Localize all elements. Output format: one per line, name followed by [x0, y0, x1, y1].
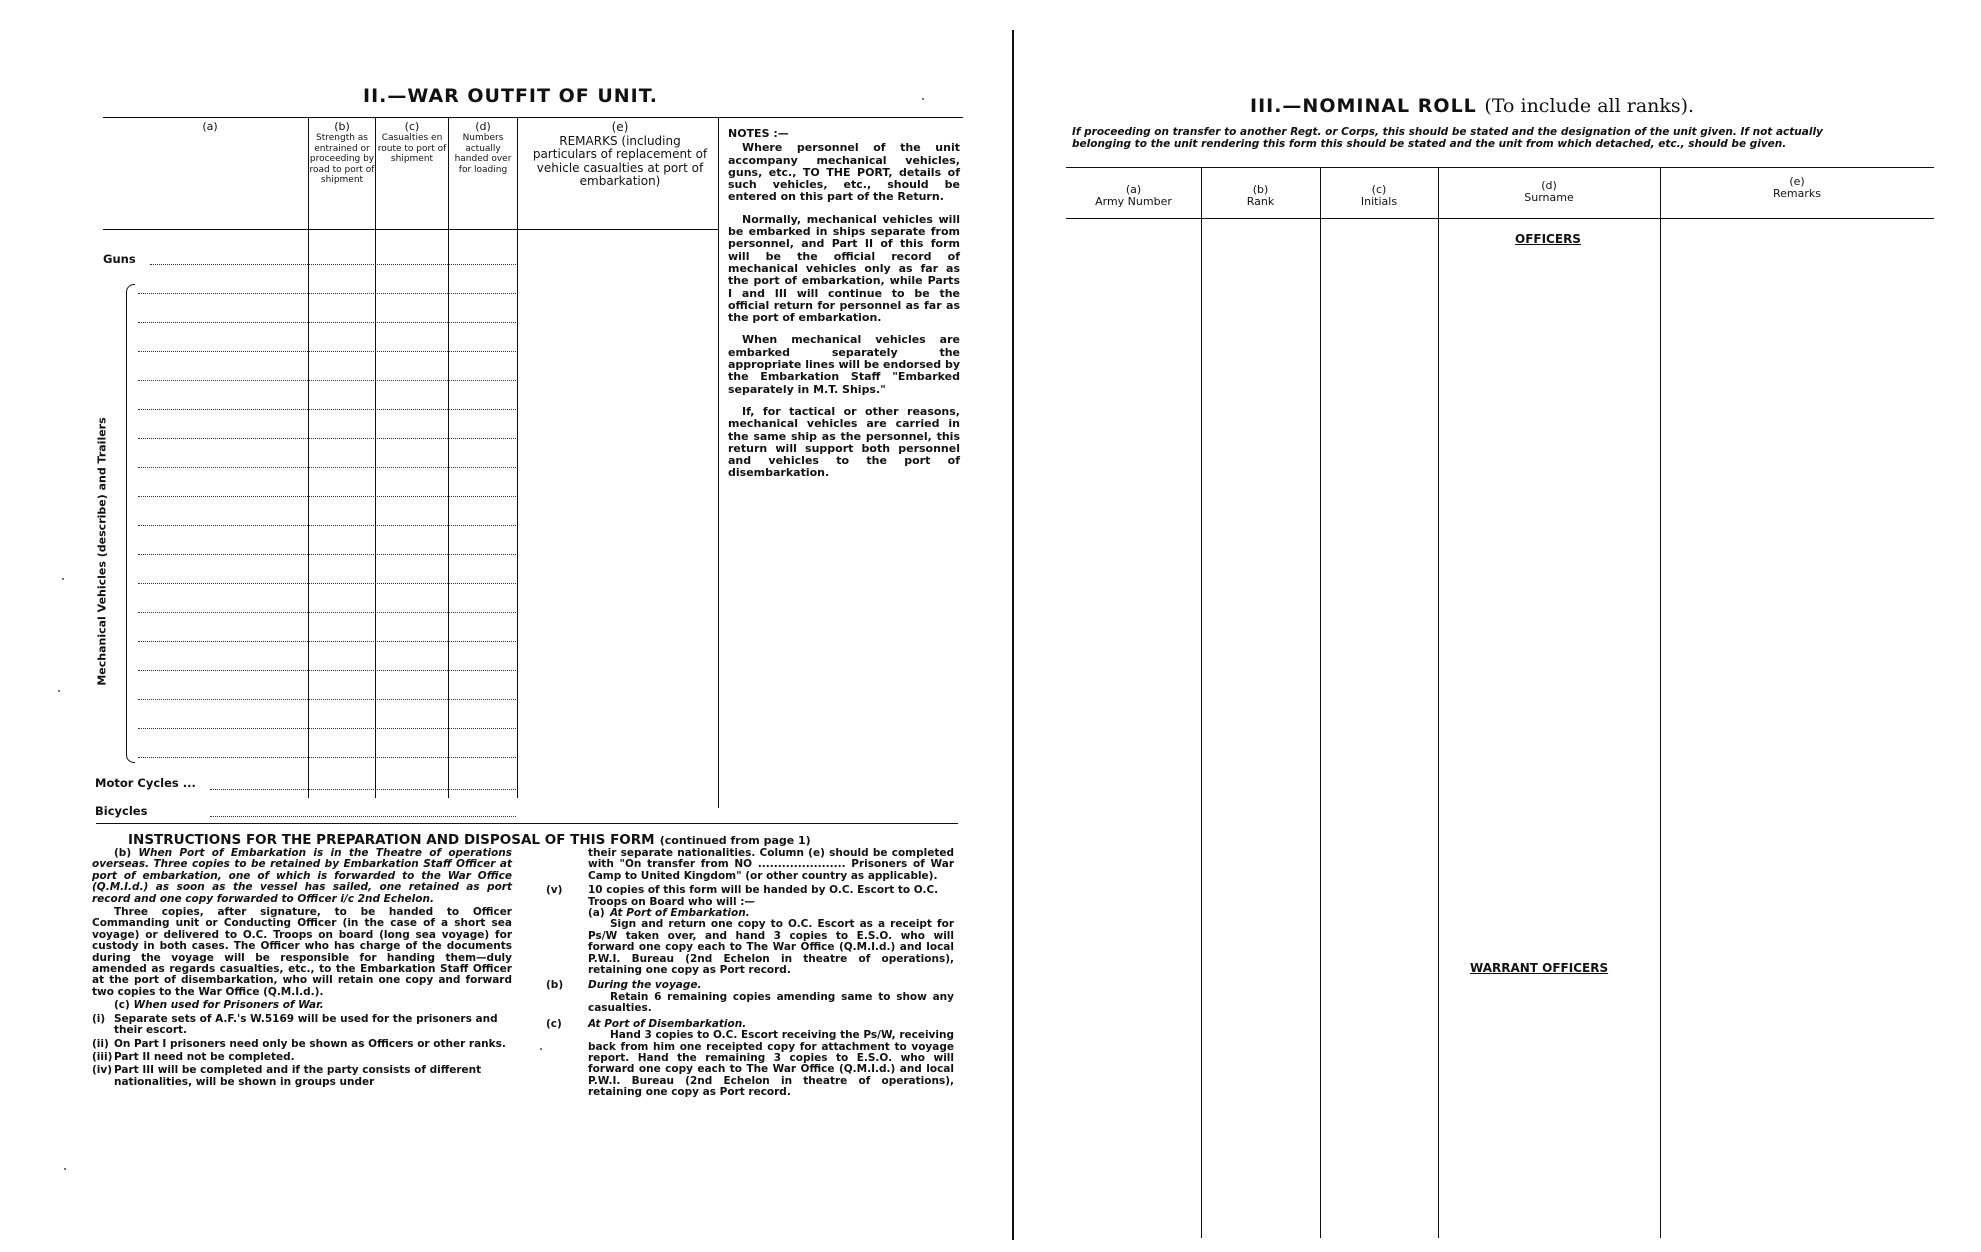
vehicles-bracket: [126, 284, 135, 763]
roll-col-army-number: (a) Army Number: [1095, 183, 1172, 208]
col-c-header: (c) Casualties en route to port of shipment: [377, 120, 447, 164]
vehicle-row-line: [138, 496, 516, 497]
vehicle-row-line: [138, 670, 516, 671]
table-top-rule: [103, 117, 963, 118]
row-label-vehicles: Mechanical Vehicles (describe) and Trailers: [95, 417, 109, 686]
instruction-three-copies: Three copies, after signature, to be handed to Officer Commanding unit or Conducting Officer (in the case of a short sea voyage) or delivered to O.C. Troops on board (long sea voyage) for custody in both cases. The Officer who has charge of the documents during the voyage will be responsible for handing them—duly amended as regards casualties, etc., to the Embarkation Staff Officer at the port of disembarkation, who will retain one copy and forward two copies to the War Office (Q.M.I.d.).: [92, 906, 512, 998]
section-warrant-officers: WARRANT OFFICERS: [1470, 961, 1609, 975]
row-label-guns: Guns: [103, 252, 136, 266]
roll-col-remarks: (e) Remarks: [1773, 175, 1821, 200]
scan-speck: [922, 98, 924, 100]
vehicle-row-line: [138, 699, 516, 700]
vehicle-row-line: [138, 612, 516, 613]
roll-col-initials: (c) Initials: [1360, 183, 1398, 208]
roll-head-rule: [1066, 218, 1934, 219]
scan-speck: [58, 690, 60, 692]
vehicle-row-line: [138, 322, 516, 323]
col-b-header: (b) Strength as entrained or proceeding by road to port of shipment: [309, 120, 375, 185]
instruction-c: (c) When used for Prisoners of War.: [114, 999, 324, 1012]
vehicle-row-line: [138, 380, 516, 381]
instructions-heading: INSTRUCTIONS FOR THE PREPARATION AND DISPOSAL OF THIS FORM (continued from page 1): [128, 832, 811, 848]
page-gutter-line: [1012, 30, 1014, 1240]
notes-paragraph: When mechanical vehicles are embarked separately the appropriate lines will be endorsed by the Embarkation Staff "Embarked separately in M.T. Ships.": [728, 333, 960, 396]
vehicle-row-line: [138, 467, 516, 468]
col-d-header: (d) Numbers actually handed over for loading: [454, 120, 512, 175]
instructions-column-1: [92, 848, 512, 1088]
bicycles-row-line: [210, 816, 516, 817]
roll-col-divider-3: [1438, 168, 1439, 1238]
instructions-column-2: [546, 848, 954, 1099]
vehicle-row-line: [138, 728, 516, 729]
vehicle-row-line: [138, 757, 516, 758]
col-a-header: (a): [202, 120, 218, 133]
vehicle-row-line: [138, 293, 516, 294]
instruction-item: (i) Separate sets of A.F.'s W.5169 will be used for the prisoners and their escort.: [92, 1012, 498, 1037]
guns-row-line: [150, 264, 516, 265]
instruction-item: (iii) Part II need not be completed.: [92, 1050, 295, 1063]
vehicle-row-line: [138, 525, 516, 526]
table-head-rule: [103, 229, 718, 230]
col-divider-1: [308, 118, 309, 798]
roll-top-rule: [1066, 167, 1934, 168]
row-label-bicycles: Bicycles: [95, 804, 148, 818]
col-divider-5: [718, 118, 719, 808]
nominal-roll-title: III.—NOMINAL ROLL (To include all ranks).: [1250, 95, 1695, 117]
war-outfit-title: II.—WAR OUTFIT OF UNIT.: [363, 85, 659, 107]
instruction-v-a: (a) At Port of Embarkation.: [588, 907, 750, 920]
vehicle-row-line: [138, 641, 516, 642]
notes-paragraph: Where personnel of the unit accompany mechanical vehicles, guns, etc., TO THE PORT, details of such vehicles, etc., should be entered on this part of the Return.: [728, 141, 960, 204]
vehicle-row-line: [138, 409, 516, 410]
instruction-v-a-text: Sign and return one copy to O.C. Escort as a receipt for Ps/W taken over, and hand 3 copies to E.S.O. who will forward one copy each to The War Office (Q.M.I.d.) and local P.W.I. Bureau (2nd Echelon in theatre of operations), retaining one copy as Port record.: [588, 918, 954, 977]
instruction-continued: their separate nationalities. Column (e) should be completed with "On transfer from NO ...................... Prisoners of War Camp to United Kingdom" (or other country as applicable).: [588, 847, 954, 882]
col-divider-3: [448, 118, 449, 798]
instruction-v-b: (b) During the voyage.: [546, 979, 702, 992]
nominal-roll-subtitle: If proceeding on transfer to another Regt. or Corps, this should be stated and the designation of the unit given. If not actually belonging to the unit rendering this form this should be stated and the unit from which detached, etc., should be given.: [1072, 126, 1823, 150]
notes-paragraph: If, for tactical or other reasons, mechanical vehicles are carried in the same ship as the personnel, this return will support both personnel and vehicles to the port of disembarkation.: [728, 404, 960, 480]
vehicle-row-line: [138, 438, 516, 439]
col-divider-2: [375, 118, 376, 798]
col-e-header: (e) REMARKS (including particulars of replacement of vehicle casualties at port of embarkation): [532, 120, 708, 188]
roll-col-rank: (b) Rank: [1246, 183, 1275, 208]
roll-col-divider-2: [1320, 168, 1321, 1238]
row-label-motor-cycles: Motor Cycles ...: [95, 776, 196, 790]
scan-speck: [540, 1048, 542, 1050]
col-divider-4: [517, 118, 518, 798]
roll-col-surname: (d) Surname: [1524, 179, 1574, 204]
roll-col-divider-4: [1660, 168, 1661, 1238]
instruction-v-c: (c) At Port of Disembarkation.: [546, 1017, 747, 1030]
scan-speck: [62, 578, 64, 580]
section-officers: OFFICERS: [1515, 232, 1581, 246]
instruction-v-c-text: Hand 3 copies to O.C. Escort receiving the Ps/W, receiving back from him one receipted copy for attachment to voyage report. Hand the remaining 3 copies to E.S.O. who will forward one copy each to The War Office (Q.M.I.d.) and local P.W.I. Bureau (2nd Echelon in theatre of operations), retaining one copy as Port record.: [588, 1029, 954, 1099]
instruction-v: (v) 10 copies of this form will be handed by O.C. Escort to O.C. Troops on Board who will :—: [546, 884, 939, 908]
vehicle-row-line: [138, 583, 516, 584]
instruction-item: (iv) Part III will be completed and if the party consists of different nationalities, will be shown in groups under: [92, 1064, 482, 1088]
instruction-v-b-text: Retain 6 remaining copies amending same to show any casualties.: [588, 990, 954, 1015]
roll-col-divider-1: [1201, 168, 1202, 1238]
notes-panel: [728, 128, 960, 490]
vehicle-row-line: [138, 554, 516, 555]
vehicle-row-line: [138, 351, 516, 352]
instruction-b: (b) When Port of Embarkation is in the Theatre of operations overseas. Three copies to be retained by Embarkation Staff Officer at port of embarkation, one of which is forwarded to the War Office (Q.M.I.d.) as soon as the vessel has sailed, one retained as port record and one copy forwarded to Officer i/c 2nd Echelon.: [92, 847, 512, 905]
notes-paragraph: Normally, mechanical vehicles will be embarked in ships separate from personnel, and Part II of this form will be the official record of mechanical vehicles only as far as the port of embarkation, while Parts I and III will continue to be the official return for personnel as far as the port of embarkation.: [728, 212, 960, 325]
notes-heading: NOTES :—: [728, 127, 789, 140]
instruction-item: (ii) On Part I prisoners need only be shown as Officers or other ranks.: [92, 1037, 506, 1050]
motor-cycles-row-line: [210, 789, 516, 790]
instructions-rule: [96, 823, 958, 824]
scan-speck: [64, 1168, 66, 1170]
